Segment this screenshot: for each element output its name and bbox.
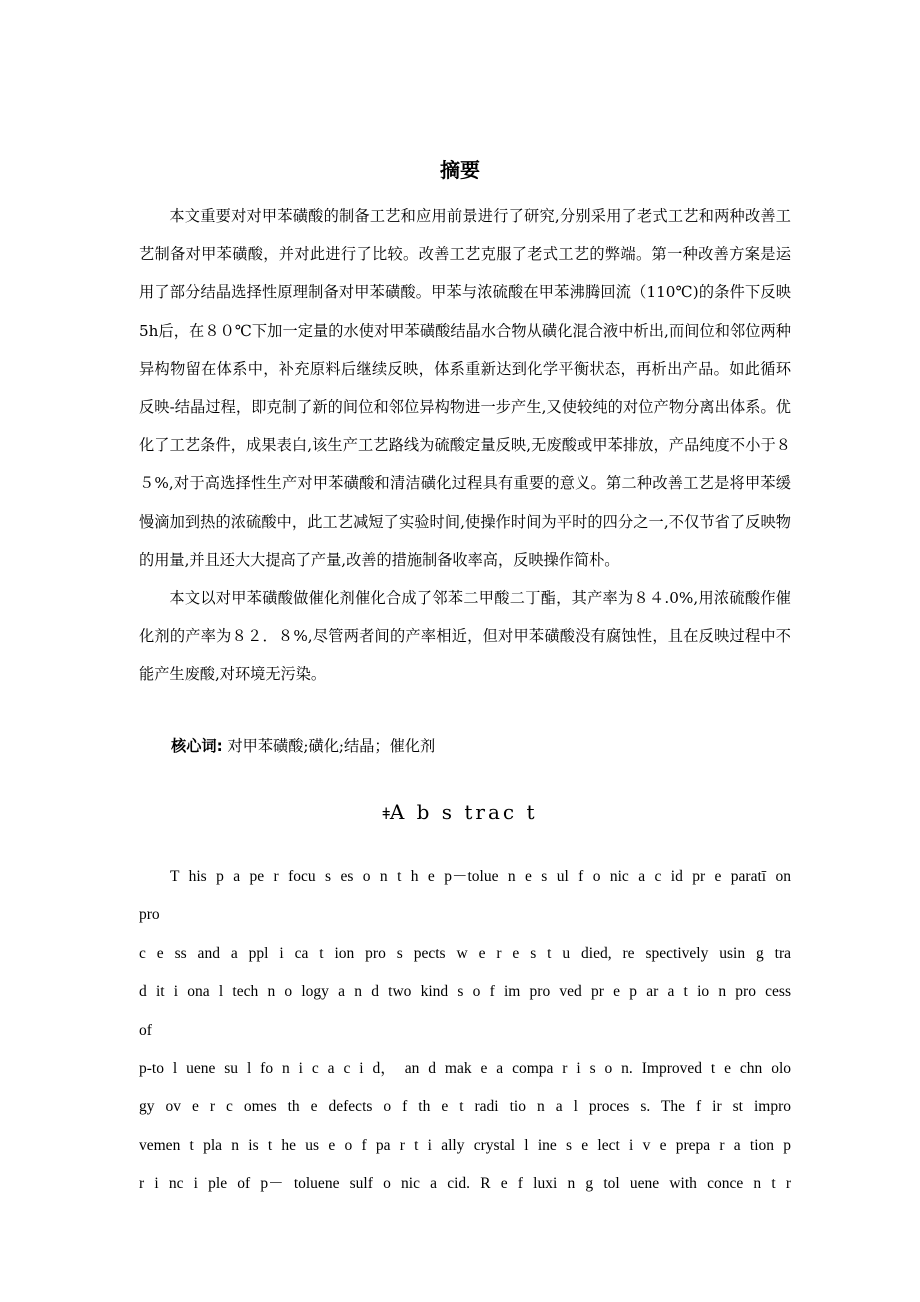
abstract-en-line: p-to l uene su l fo n i c a c i d， an d mak e a compa r i s o n. Improved t e chn olo	[139, 1060, 791, 1078]
abstract-en-title-text: A b s trac t	[389, 800, 538, 824]
abstract-en-line: T his p a pe r focu s es o n t h e p－tolue n e s ul f o nic a c id pr e paratī on pro	[139, 868, 791, 924]
abstract-en-body	[139, 858, 791, 1204]
abstract-en-line: gy ov e r c omes th e defects o f th e t radi tio n a l proces s. The f ir st impro	[139, 1098, 791, 1116]
abstract-en-line: c e ss and a ppl i ca t ion pro s pects w e r e s t u died, re spectively usin g tra	[139, 944, 791, 962]
keywords-line	[171, 732, 435, 760]
abstract-cn-paragraph-2: 本文以对甲苯磺酸做催化剂催化合成了邻苯二甲酸二丁酯，其产率为８４.0%,用浓硫酸作催化剂的产率为８２．８%,尽管两者间的产率相近，但对甲苯磺酸没有腐蚀性，且在反映过程中不能产生废酸,对环境无污染。	[139, 589, 791, 684]
abstract-en-title	[0, 796, 920, 830]
abstract-cn-body	[139, 197, 791, 694]
abstract-en-line: r i nc i ple of p－ toluene sulf o nic a cid. R e f luxi n g tol uene with conce n t r	[139, 1175, 791, 1193]
abstract-cn-title: 摘要	[440, 158, 480, 182]
keywords-label: 核心词:	[171, 737, 223, 755]
keywords-text: 对甲苯磺酸;磺化;结晶；催化剂	[227, 737, 436, 755]
abstract-en-title-mark: ǂ	[382, 804, 390, 823]
abstract-cn-paragraph-1: 本文重要对对甲苯磺酸的制备工艺和应用前景进行了研究,分别采用了老式工艺和两种改善工艺制备对甲苯磺酸，并对此进行了比较。改善工艺克服了老式工艺的弊端。第一种改善方案是运用了部分结晶选择性原理制备对甲苯磺酸。甲苯与浓硫酸在甲苯沸腾回流（110℃)的条件下反映5h后，在８０℃下加一定量的水使对甲苯磺酸结晶水合物从磺化混合液中析出,而间位和邻位两种异构物留在体系中，补充原料后继续反映，体系重新达到化学平衡状态，再析出产品。如此循环反映-结晶过程，即克制了新的间位和邻位异构物进一步产生,又使较纯的对位产物分离出体系。优化了工艺条件，成果表白,该生产工艺路线为硫酸定量反映,无废酸或甲苯排放，产品纯度不小于８５%,对于高选择性生产对甲苯磺酸和清洁磺化过程具有重要的意义。第二种改善工艺是将甲苯缓慢滴加到热的浓硫酸中，此工艺减短了实验时间,使操作时间为平时的四分之一,不仅节省了反映物的用量,并且还大大提高了产量,改善的措施制备收率高，反映操作简朴。	[139, 207, 791, 569]
abstract-en-line: vemen t pla n is t he us e o f pa r t i ally crystal l ine s e lect i v e prepa r a tion p	[139, 1136, 791, 1154]
abstract-en-line: d it i ona l tech n o logy a n d two kind s o f im pro ved pr e p ar a t io n pro cess of	[139, 983, 791, 1039]
